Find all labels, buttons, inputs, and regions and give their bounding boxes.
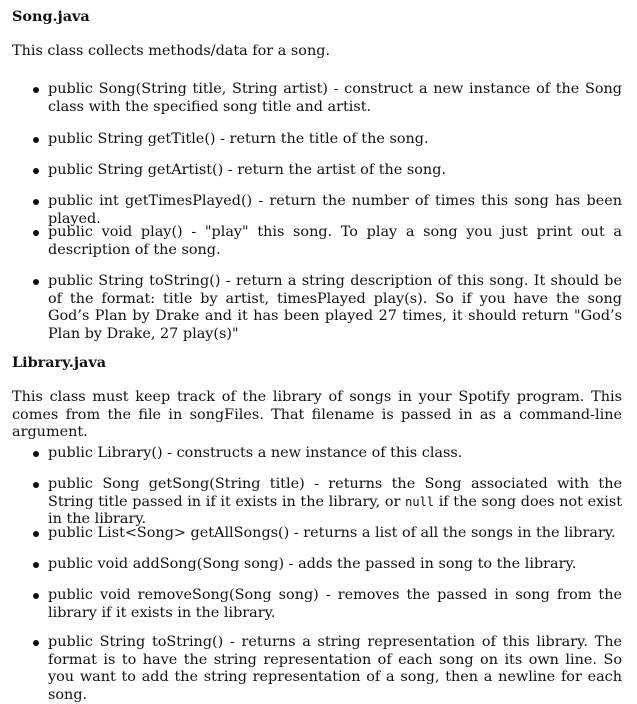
list-item: public String toString() - return a string description of this song. It should be of the format: title by artist, timesPlayed play(s). So if you have the song God’s Plan by Drake and it has been played 27 times, it should return "God’s Plan by Drake, 27 play(s)": [12, 273, 622, 343]
list-item: public int getTimesPlayed() - return the number of times this song has been played.: [12, 193, 622, 228]
list-item: [12, 476, 622, 529]
list-item: public String getArtist() - return the artist of the song.: [12, 162, 622, 180]
list-item: public String getTitle() - return the title of the song.: [12, 131, 622, 149]
list-item: public List<Song> getAllSongs() - returns a list of all the songs in the library.: [12, 525, 622, 543]
getsong-text-before: public Song getSong(String title) - returns the Song associated with the String title passed in if it exists in the library, or: [48, 476, 622, 510]
library-section-intro: This class must keep track of the library of songs in your Spotify program. This comes from the file in songFiles. That filename is passed in as a command-line argument.: [12, 389, 622, 440]
list-item: public void removeSong(Song song) - removes the passed in song from the library if it exists in the library.: [12, 587, 622, 622]
list-item: public void addSong(Song song) - adds the passed in song to the library.: [12, 556, 622, 574]
list-item: public String toString() - returns a string representation of this library. The format is to have the string representation of each song on its own line. So you want to add the string representation of a song, then a newline for each song.: [12, 634, 622, 704]
list-item: public Library() - constructs a new instance of this class.: [12, 445, 622, 463]
song-section-intro: This class collects methods/data for a song.: [12, 43, 331, 59]
list-item: public Song(String title, String artist) - construct a new instance of the Song class with the specified song title and artist.: [12, 81, 622, 116]
list-item: public void play() - "play" this song. To play a song you just print out a description of the song.: [12, 224, 622, 259]
song-section-title: Song.java: [12, 8, 90, 25]
library-section-title: Library.java: [12, 354, 107, 371]
null-code: null: [405, 494, 435, 509]
getsong-text-after: if the song does not exist in the library.: [48, 493, 623, 527]
